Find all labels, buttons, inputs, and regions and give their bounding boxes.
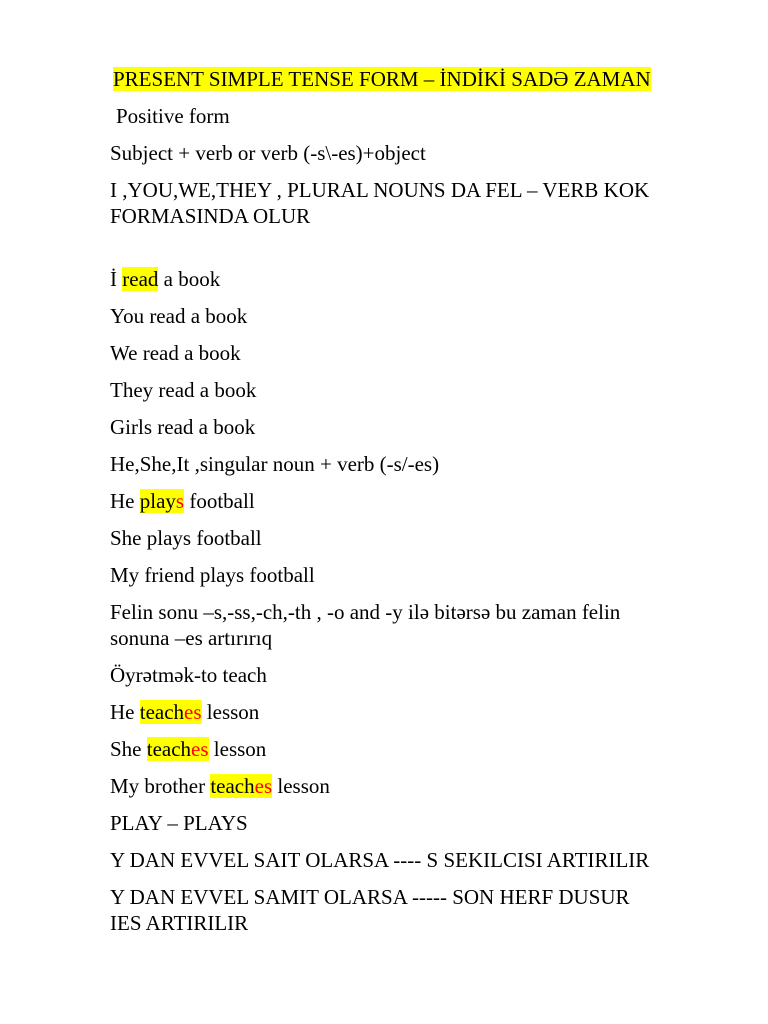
verb-stem: teach: [146, 737, 192, 761]
example-we-read: We read a book: [110, 341, 241, 365]
example-rest: lesson: [208, 737, 267, 761]
example-subject: She: [110, 737, 147, 761]
rule-singular-line: He,She,It ,singular noun + verb (-s/-es): [110, 452, 440, 476]
example-you-read: You read a book: [110, 304, 248, 328]
rule-y-consonant-paragraph: [110, 884, 730, 936]
rule-y-vowel-line: Y DAN EVVEL SAIT OLARSA ---- S SEKILCISI ARTIRILIR: [110, 848, 650, 872]
document-page: [110, 66, 730, 936]
example-subject: He: [110, 489, 140, 513]
vocab-line: Öyrətmək-to teach: [110, 663, 267, 687]
title-text: PRESENT SIMPLE TENSE FORM – İNDİKİ SADƏ ZAMAN: [113, 67, 651, 91]
rule-es-line-2: sonuna –es artırırıq: [110, 626, 273, 650]
example-girls-read: Girls read a book: [110, 415, 256, 439]
highlighted-verb: [147, 737, 209, 761]
example-she-plays: She plays football: [110, 526, 262, 550]
verb-suffix: es: [184, 700, 202, 724]
example-brother-teaches: [110, 773, 730, 799]
example-rest: lesson: [272, 774, 330, 798]
example-rest: football: [184, 489, 255, 513]
highlighted-verb: read: [122, 267, 159, 291]
rule-y-consonant-line-1: Y DAN EVVEL SAMIT OLARSA ----- SON HERF DUSUR: [110, 885, 630, 909]
rule-es-paragraph: [110, 599, 730, 651]
verb-stem: play: [139, 489, 176, 513]
rule-es-line-1: Felin sonu –s,-ss,-ch,-th , -o and -y ilə bitərsə bu zaman felin: [110, 600, 621, 624]
verb-stem: teach: [139, 700, 185, 724]
example-subject: My brother: [110, 774, 211, 798]
example-she-teaches: [110, 736, 730, 762]
verb-suffix: es: [254, 774, 273, 798]
highlighted-verb: [210, 774, 272, 798]
rule-plural-line-2: FORMASINDA OLUR: [110, 204, 311, 228]
example-rest: lesson: [201, 700, 260, 724]
example-subject: İ: [110, 267, 123, 291]
positive-form-heading: Positive form: [116, 104, 230, 128]
verb-suffix: es: [191, 737, 209, 761]
example-i-read: [110, 266, 730, 292]
highlighted-verb: [140, 489, 184, 513]
example-he-plays: [110, 488, 730, 514]
example-rest: a book: [158, 267, 221, 291]
example-friend-plays: My friend plays football: [110, 563, 315, 587]
rule-y-consonant-line-2: IES ARTIRILIR: [110, 911, 249, 935]
verb-stem: teach: [210, 774, 255, 798]
page-title: [113, 66, 730, 92]
rule-plural-line-1: I ,YOU,WE,THEY , PLURAL NOUNS DA FEL – VERB KOK: [110, 178, 650, 202]
verb-suffix: s: [175, 489, 185, 513]
play-plays-line: PLAY – PLAYS: [110, 811, 248, 835]
highlighted-verb: [140, 700, 202, 724]
formula-line: Subject + verb or verb (-s\-es)+object: [110, 141, 426, 165]
rule-plural-paragraph: [110, 177, 730, 229]
example-subject: He: [110, 700, 140, 724]
example-they-read: They read a book: [110, 378, 257, 402]
example-he-teaches: [110, 699, 730, 725]
